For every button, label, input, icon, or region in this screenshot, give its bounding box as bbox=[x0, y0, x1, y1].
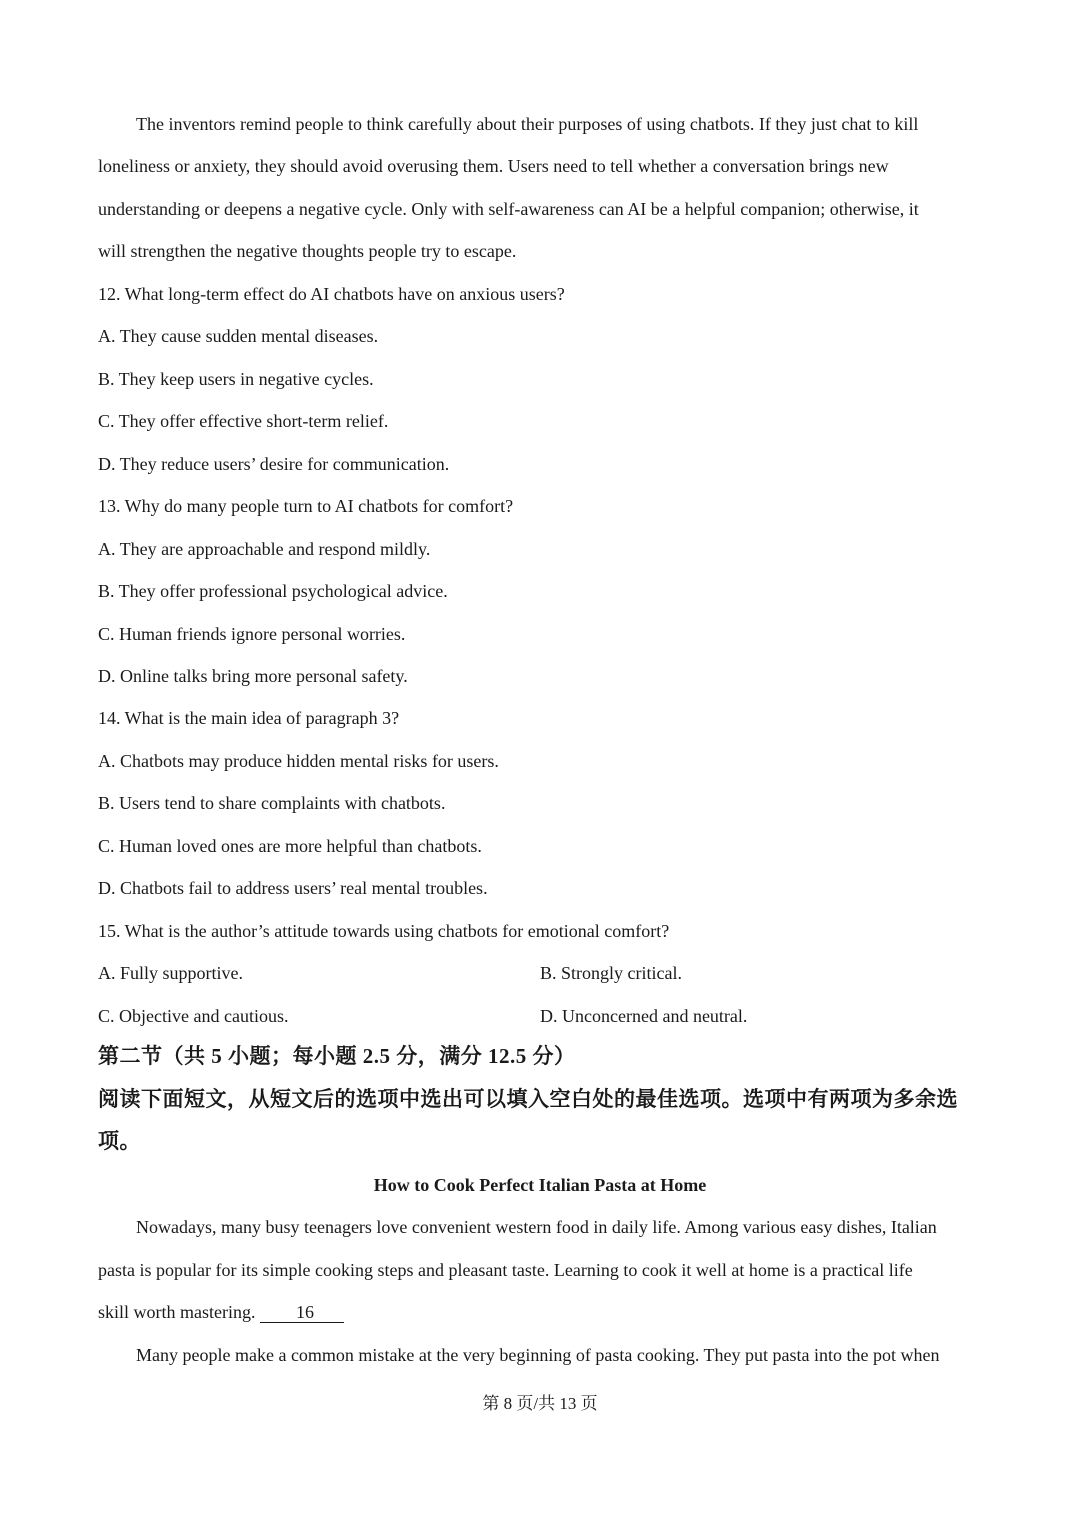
question-stem-14: 14. What is the main idea of paragraph 3? bbox=[98, 708, 400, 728]
question-12-option-b: B. They keep users in negative cycles. bbox=[98, 369, 374, 389]
section-instruction: 阅读下面短文，从短文后的选项中选出可以填入空白处的最佳选项。选项中有两项为多余选 bbox=[98, 1087, 958, 1111]
question-stem-15: 15. What is the author’s attitude towards using chatbots for emotional comfort? bbox=[98, 921, 670, 941]
question-stem-12: 12. What long-term effect do AI chatbots have on anxious users? bbox=[98, 284, 565, 304]
question-13-option-c: C. Human friends ignore personal worries. bbox=[98, 624, 406, 644]
passage-line: will strengthen the negative thoughts people try to escape. bbox=[98, 241, 517, 261]
question-14-option-a: A. Chatbots may produce hidden mental risks for users. bbox=[98, 751, 499, 771]
question-12-option-c: C. They offer effective short-term relief. bbox=[98, 411, 389, 431]
question-14-option-b: B. Users tend to share complaints with chatbots. bbox=[98, 793, 446, 813]
section-heading: 第二节（共 5 小题；每小题 2.5 分，满分 12.5 分） bbox=[98, 1044, 576, 1068]
section-instruction-continued: 项。 bbox=[98, 1129, 141, 1153]
question-stem-13: 13. Why do many people turn to AI chatbots for comfort? bbox=[98, 496, 514, 516]
question-15-option-a: A. Fully supportive. bbox=[98, 963, 244, 983]
page-number: 第 8 页/共 13 页 bbox=[482, 1394, 598, 1413]
question-14-option-c: C. Human loved ones are more helpful than chatbots. bbox=[98, 836, 482, 856]
passage-line: understanding or deepens a negative cycle. Only with self-awareness can AI be a helpful companion; otherwise, it bbox=[98, 199, 919, 219]
question-13-option-a: A. They are approachable and respond mildly. bbox=[98, 539, 431, 559]
article-line-text: skill worth mastering. bbox=[98, 1302, 256, 1322]
question-15-option-b: B. Strongly critical. bbox=[540, 963, 682, 983]
question-12-option-a: A. They cause sudden mental diseases. bbox=[98, 326, 379, 346]
question-12-option-d: D. They reduce users’ desire for communication. bbox=[98, 454, 450, 474]
question-15-option-c: C. Objective and cautious. bbox=[98, 1006, 289, 1026]
passage-line: The inventors remind people to think carefully about their purposes of using chatbots. If they just chat to kill bbox=[136, 114, 919, 134]
article-title: How to Cook Perfect Italian Pasta at Home bbox=[373, 1175, 707, 1195]
passage-line: loneliness or anxiety, they should avoid overusing them. Users need to tell whether a conversation brings new bbox=[98, 156, 889, 176]
question-15-option-d: D. Unconcerned and neutral. bbox=[540, 1006, 748, 1026]
article-line: pasta is popular for its simple cooking steps and pleasant taste. Learning to cook it well at home is a practical life bbox=[98, 1260, 913, 1280]
question-13-option-d: D. Online talks bring more personal safety. bbox=[98, 666, 408, 686]
question-14-option-d: D. Chatbots fail to address users’ real mental troubles. bbox=[98, 878, 488, 898]
article-line: Nowadays, many busy teenagers love convenient western food in daily life. Among various easy dishes, Italian bbox=[136, 1217, 937, 1237]
answer-blank-16: 16 bbox=[260, 1302, 344, 1323]
question-13-option-b: B. They offer professional psychological advice. bbox=[98, 581, 448, 601]
article-line-with-blank bbox=[98, 1301, 344, 1323]
article-line: Many people make a common mistake at the very beginning of pasta cooking. They put pasta into the pot when bbox=[136, 1345, 940, 1365]
